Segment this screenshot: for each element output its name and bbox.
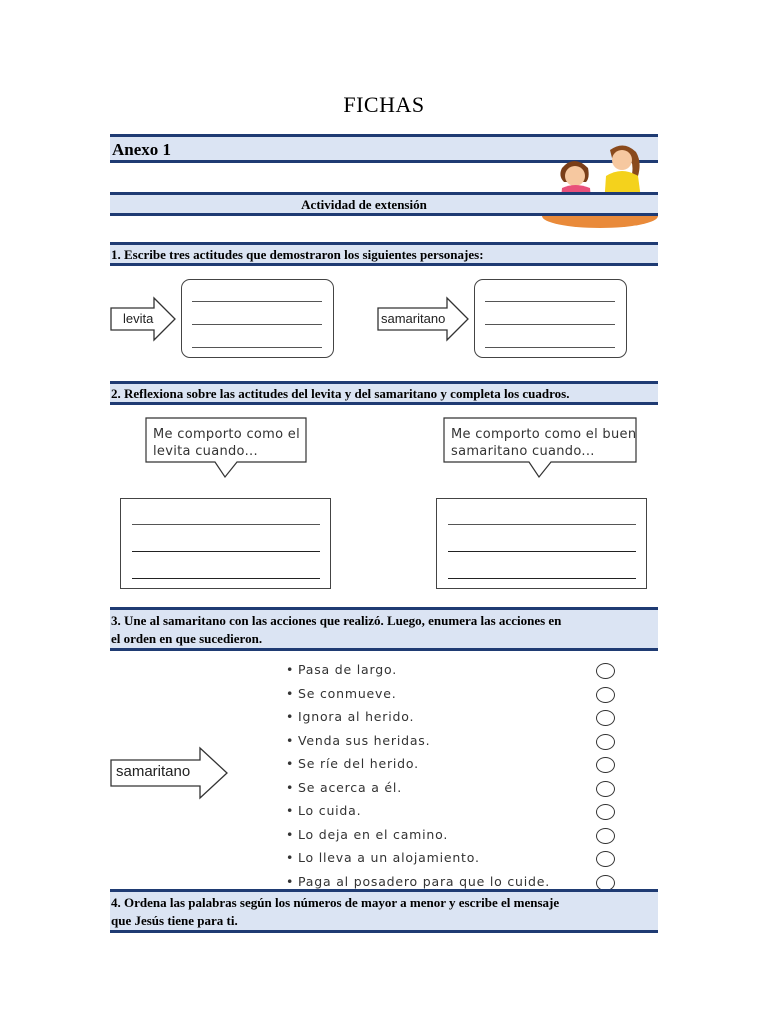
samaritano-answer-box[interactable] [474,279,627,358]
answer-line[interactable] [485,301,615,302]
activity-header [110,192,658,216]
teacher-and-child-reading-illustration [540,136,660,232]
answer-line[interactable] [485,347,615,348]
action-label: Se ríe del herido. [298,756,419,771]
question-2-header [110,381,658,405]
action-label: Lo cuida. [298,803,362,818]
answer-line[interactable] [448,551,636,552]
samaritano-label-q1: samaritano [381,311,446,326]
levita-answer-box[interactable] [181,279,334,358]
question-3-text-line-1: 3. Une al samaritano con las acciones que realizó. Luego, enumera las acciones en [111,613,562,628]
action-label: Se conmueve. [298,685,397,701]
answer-line[interactable] [448,524,636,525]
levita-reflection-box[interactable] [120,498,331,589]
question-4-text-line-1: 4. Ordena las palabras según los números de mayor a menor y escribe el mensaje [111,895,560,910]
question-1-header [110,242,658,266]
question-2-text: 2. Reflexiona sobre las actitudes del levita y del samaritano y completa los cuadros. [111,386,570,401]
answer-line[interactable] [192,301,322,302]
action-label: Lo lleva a un alojamiento. [298,850,480,865]
list-item: • Pasa de largo. [286,662,397,677]
answer-line[interactable] [192,347,322,348]
levita-label: levita [123,311,154,326]
answer-line[interactable] [192,324,322,325]
list-item: • Se acerca a él. [286,779,402,795]
annex-title: Anexo 1 [112,140,172,159]
order-circle[interactable] [596,687,615,703]
samaritano-label-q3: samaritano [116,763,191,780]
samaritano-bubble-line-2: samaritano cuando... [451,444,595,459]
answer-line[interactable] [132,524,320,525]
action-label: Ignora al herido. [298,709,415,724]
list-item: • Lo deja en el camino. [286,826,449,842]
list-item: • Se conmueve. [286,685,397,701]
answer-line[interactable] [132,551,320,552]
answer-line[interactable] [132,578,320,579]
order-circle[interactable] [596,734,615,750]
levita-bubble-line-1: Me comporto como el [153,427,301,442]
question-1-text: 1. Escribe tres actitudes que demostraron los siguientes personajes: [111,247,484,262]
list-item: • Lo cuida. [286,803,362,818]
list-item: • Paga al posadero para que lo cuide. [286,873,551,889]
answer-line[interactable] [448,578,636,579]
list-item: • Lo lleva a un alojamiento. [286,850,480,865]
action-label: Venda sus heridas. [298,732,431,748]
samaritano-reflection-box[interactable] [436,498,647,589]
question-3-header [110,607,658,651]
list-item: • Se ríe del herido. [286,756,419,771]
order-circle[interactable] [596,828,615,844]
activity-title: Actividad de extensión [301,197,427,212]
question-4-header [110,889,658,933]
action-label: Pasa de largo. [298,662,397,677]
order-circle[interactable] [596,663,615,679]
levita-bubble-line-2: levita cuando... [153,444,258,459]
order-circle[interactable] [596,851,615,867]
page-title: FICHAS [343,92,425,117]
list-item: • Ignora al herido. [286,709,415,724]
question-3-text-line-2: el orden en que sucedieron. [111,631,263,646]
order-circle[interactable] [596,710,615,726]
action-label: Paga al posadero para que lo cuide. [298,873,551,889]
action-label: Se acerca a él. [298,779,402,795]
order-circle[interactable] [596,781,615,797]
list-item: • Venda sus heridas. [286,732,431,748]
answer-line[interactable] [485,324,615,325]
order-circle[interactable] [596,804,615,820]
action-label: Lo deja en el camino. [298,826,449,842]
order-circle[interactable] [596,757,615,773]
samaritano-bubble-line-1: Me comporto como el buen [451,427,637,442]
question-4-text-line-2: que Jesús tiene para ti. [111,913,238,928]
